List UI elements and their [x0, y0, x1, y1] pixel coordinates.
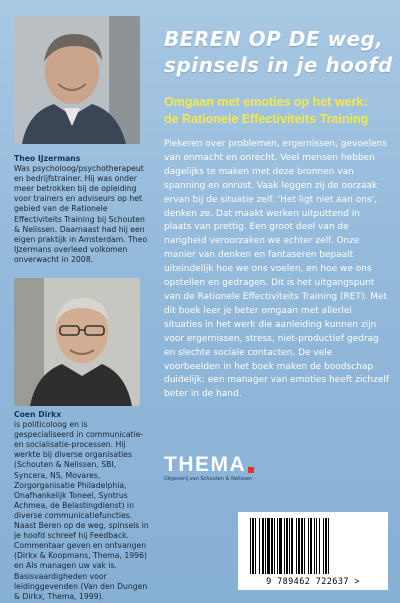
author-photo-coen [14, 278, 140, 406]
barcode-bar [286, 518, 288, 574]
barcode-bar [296, 518, 297, 574]
author-bio-text: Was psycholoog/psychotherapeut en bedrijfstrainer. Hij was onder meer betrokken bij de opleiding voor trainers en adviseurs op het gebied van de Rationele Effectiviteits Training bij Schouten & Nelissen. Daarnaast had hij een eigen praktijk in Amsterdam. Theo IJzermans overleed volkomen onverwacht in 2008. [14, 164, 148, 264]
blurb-text: Piekeren over problemen, ergernissen, gevoelens van onmacht en onrecht. Veel mensen hebben dagelijks te maken met deze bronnen van spanning en onrust. Vaak leggen zij de oorzaak ervan bij de situatie zelf. 'Het ligt niet aan ons', denken ze. Dat maakt werken uitputtend in plaats van prettig. Een groot deel van de narigheid veroorzaken we echter zelf. Onze manier van denken en fantaseren bepaalt uiteindelijk hoe we ons voelen, en hoe we ons opstellen en gedragen. Dit is het uitgangspunt van de Rationele Effectiviteits Training (RET). Met dit boek leer je beter omgaan met allerlei situaties in het werk die aanleiding kunnen zijn voor ergernissen, stress, niet-productief gedrag en slechte sociale contacten. De vele voorbeelden in het boek maken de boodschap duidelijk: een manager van emoties heeft zichzelf beter in de hand. [164, 139, 390, 400]
barcode-bar [319, 518, 320, 574]
subtitle-line-2: de Rationele Effectiviteits Training [164, 112, 369, 126]
author-bio-coen [14, 410, 149, 602]
barcode-bar [267, 518, 270, 574]
barcode-bar [298, 518, 300, 574]
barcode-bar [308, 518, 309, 574]
barcode-bar [252, 518, 254, 574]
title-line-2: spinsels in je hoofd [164, 53, 393, 77]
barcode-bar [274, 518, 275, 574]
barcode-bar [304, 518, 305, 574]
barcode-bar [255, 518, 256, 574]
barcode-bar [316, 518, 317, 574]
title-line-1: BEREN OP DE weg, [164, 27, 384, 51]
authors-column [0, 0, 150, 603]
barcode-bar [325, 518, 327, 574]
barcode-bar [277, 518, 278, 574]
barcode-bar [301, 518, 303, 574]
book-title [164, 26, 394, 78]
barcode-bar [279, 518, 282, 574]
barcode-bar [250, 518, 251, 574]
barcode-bar [271, 518, 273, 574]
author-bio-theo [14, 154, 149, 265]
barcode-bar [323, 518, 324, 574]
barcode-bar [328, 518, 329, 574]
barcode-bar [259, 518, 260, 574]
barcode-bar [289, 518, 290, 574]
publisher-brand: THEMA [164, 453, 247, 476]
barcode-bar [265, 518, 266, 574]
author-name: Coen Dirkx [14, 410, 62, 419]
author-portrait-2-image [14, 278, 140, 406]
barcode-bar [262, 518, 264, 574]
isbn-barcode [238, 512, 388, 590]
barcode-bar [291, 518, 293, 574]
author-portrait-1-image [14, 16, 140, 144]
publisher-logo [164, 455, 284, 483]
book-subtitle [164, 94, 394, 128]
author-name: Theo IJzermans [14, 154, 81, 163]
barcode-bar [310, 518, 312, 574]
publisher-tagline: Uitgeverij van Schouten & Nelissen [164, 476, 253, 482]
author-bio-text: is politicoloog en is gespecialiseerd in communicatie- en socialisatie-processen. Hij werkte bij diverse organisaties (Schouten & Nelissen, SBI, Syncera, NS, Movares, Zorgorganisatie Philadelphia, Onafhankelijk Toneel, Syntrus Achmea, de Belastingdienst) in diverse communicatiefuncties. Naast Beren op de weg, spinsels in je hoofd schreef hij Feedback. Commentaar geven en ontvangen (Dirkx & Koopmans, Thema, 1996) en Als managen uw vak is. Basisvaardigheden voor leidinggevenden (Van den Dungen & Dirkx, Thema, 1999). [14, 420, 149, 601]
subtitle-line-1: Omgaan met emoties op het werk: [164, 95, 368, 109]
barcode-bar [314, 518, 315, 574]
barcode-bars-icon [248, 518, 378, 574]
logo-dot-icon [248, 467, 254, 473]
barcode-bar [284, 518, 285, 574]
publisher-wordmark [164, 455, 284, 475]
author-photo-theo [14, 16, 140, 144]
isbn-number: 9 789462 722637 > [266, 577, 360, 587]
